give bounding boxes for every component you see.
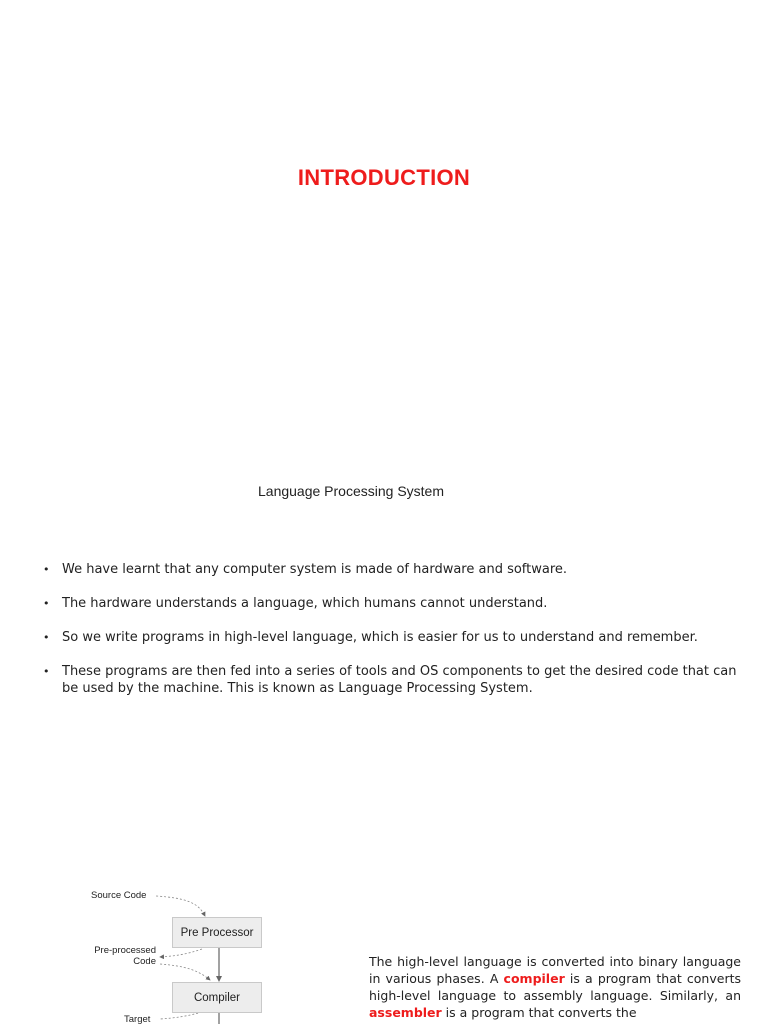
section-subtitle: Language Processing System bbox=[258, 483, 444, 499]
description-paragraph: The high-level language is converted into binary language in various phases. A compiler is a program that converts high-level language to assembly language. Similarly, an assembler is a program that converts the bbox=[369, 954, 741, 1020]
preprocessor-box: Pre Processor bbox=[172, 917, 262, 948]
preprocessed-code-label: Pre-processed Code bbox=[94, 945, 156, 967]
source-arrow bbox=[156, 896, 205, 916]
compiler-box: Compiler bbox=[172, 982, 262, 1013]
language-processing-diagram bbox=[80, 880, 270, 1024]
assembler-keyword: assembler bbox=[369, 1005, 442, 1020]
compiler-keyword: compiler bbox=[503, 971, 565, 986]
page-title: INTRODUCTION bbox=[297, 165, 471, 190]
bullet-item: • So we write programs in high-level language, which is easier for us to understand and remember. bbox=[40, 629, 740, 646]
preprocessed-out-arrow bbox=[160, 964, 210, 980]
bullet-list bbox=[40, 561, 740, 714]
target-arrow bbox=[160, 1012, 202, 1019]
preprocessed-arrow bbox=[160, 949, 202, 957]
source-code-label: Source Code bbox=[91, 890, 147, 901]
target-label: Target bbox=[124, 1014, 151, 1025]
bullet-item: • These programs are then fed into a series of tools and OS components to get the desired code that can be used by the machine. This is known as Language Processing System. bbox=[40, 663, 740, 697]
bullet-item: • We have learnt that any computer system is made of hardware and software. bbox=[40, 561, 740, 578]
bullet-item: • The hardware understands a language, which humans cannot understand. bbox=[40, 595, 740, 612]
